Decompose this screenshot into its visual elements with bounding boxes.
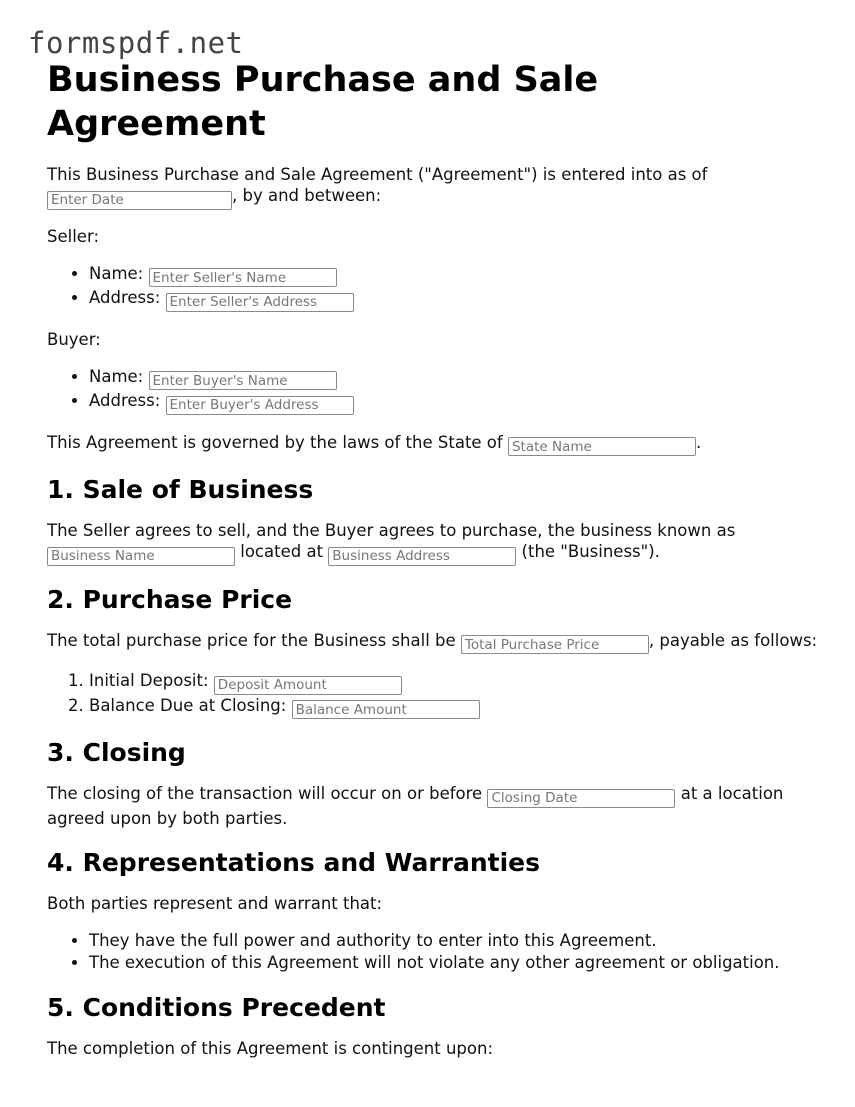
section-5-heading: 5. Conditions Precedent xyxy=(47,992,386,1022)
list-item: • They have the full power and authority to enter into this Agreement. xyxy=(89,930,827,952)
balance-label: Balance Due at Closing: xyxy=(89,695,287,715)
intro-text-after: , by and between: xyxy=(232,186,382,205)
intro-text-before: This Business Purchase and Sale Agreement ("Agreement") is entered into as of xyxy=(47,165,708,184)
section-3-heading: 3. Closing xyxy=(47,738,186,767)
list-item xyxy=(89,670,827,695)
section-2-text-before: The total purchase price for the Business shall be xyxy=(47,630,456,650)
watermark: formspdf.net xyxy=(28,26,244,60)
section-1-heading: 1. Sale of Business xyxy=(47,475,314,504)
seller-name-input[interactable] xyxy=(149,268,337,287)
section-1-paragraph xyxy=(47,520,827,566)
list-item: • The execution of this Agreement will not violate any other agreement or obligation. xyxy=(89,952,827,974)
section-2-heading: 2. Purchase Price xyxy=(47,584,293,614)
buyer-list xyxy=(47,366,827,415)
section-4-paragraph: Both parties represent and warrant that: xyxy=(47,893,383,913)
list-item xyxy=(89,695,827,720)
seller-heading: Seller: xyxy=(47,226,99,246)
payment-list xyxy=(47,670,827,719)
section-1-text-after: (the "Business"). xyxy=(521,542,660,561)
seller-name-label: Name: xyxy=(89,263,144,283)
warranties-list xyxy=(47,930,827,974)
buyer-name-input[interactable] xyxy=(149,371,337,390)
section-1-text-before: The Seller agrees to sell, and the Buyer agrees to purchase, the business known as xyxy=(47,521,736,540)
governing-paragraph xyxy=(47,432,827,457)
list-item xyxy=(89,287,827,312)
business-name-input[interactable] xyxy=(47,547,235,566)
buyer-name-label: Name: xyxy=(89,366,144,386)
total-purchase-price-input[interactable] xyxy=(461,635,649,654)
buyer-heading: Buyer: xyxy=(47,329,101,349)
deposit-amount-input[interactable] xyxy=(214,676,402,695)
seller-list xyxy=(47,263,827,312)
section-5-paragraph: The completion of this Agreement is contingent upon: xyxy=(47,1038,494,1058)
section-2-paragraph xyxy=(47,630,827,655)
agreement-date-input[interactable] xyxy=(47,191,232,210)
seller-address-input[interactable] xyxy=(166,293,354,312)
governing-text-before: This Agreement is governed by the laws of the State of xyxy=(47,432,503,452)
section-2-text-after: , payable as follows: xyxy=(648,630,818,650)
business-address-input[interactable] xyxy=(328,547,516,566)
governing-text-after: . xyxy=(695,432,702,452)
list-item xyxy=(89,366,827,391)
deposit-label: Initial Deposit: xyxy=(89,671,209,690)
seller-address-label: Address: xyxy=(89,288,161,307)
intro-paragraph xyxy=(47,164,827,210)
buyer-address-label: Address: xyxy=(89,391,161,410)
document-body xyxy=(47,58,827,1075)
section-4-heading: 4. Representations and Warranties xyxy=(47,847,541,877)
section-3-paragraph xyxy=(47,783,827,829)
section-3-text-after: at a location agreed upon by both parties. xyxy=(47,784,784,828)
list-item xyxy=(89,263,827,288)
section-1-text-middle: located at xyxy=(240,542,324,561)
balance-amount-input[interactable] xyxy=(292,700,480,719)
closing-date-input[interactable] xyxy=(487,789,675,808)
page-title: Business Purchase and Sale Agreement xyxy=(47,60,599,144)
buyer-address-input[interactable] xyxy=(166,396,354,415)
state-name-input[interactable] xyxy=(508,437,696,456)
section-3-text-before: The closing of the transaction will occur on or before xyxy=(47,784,483,803)
list-item xyxy=(89,390,827,415)
